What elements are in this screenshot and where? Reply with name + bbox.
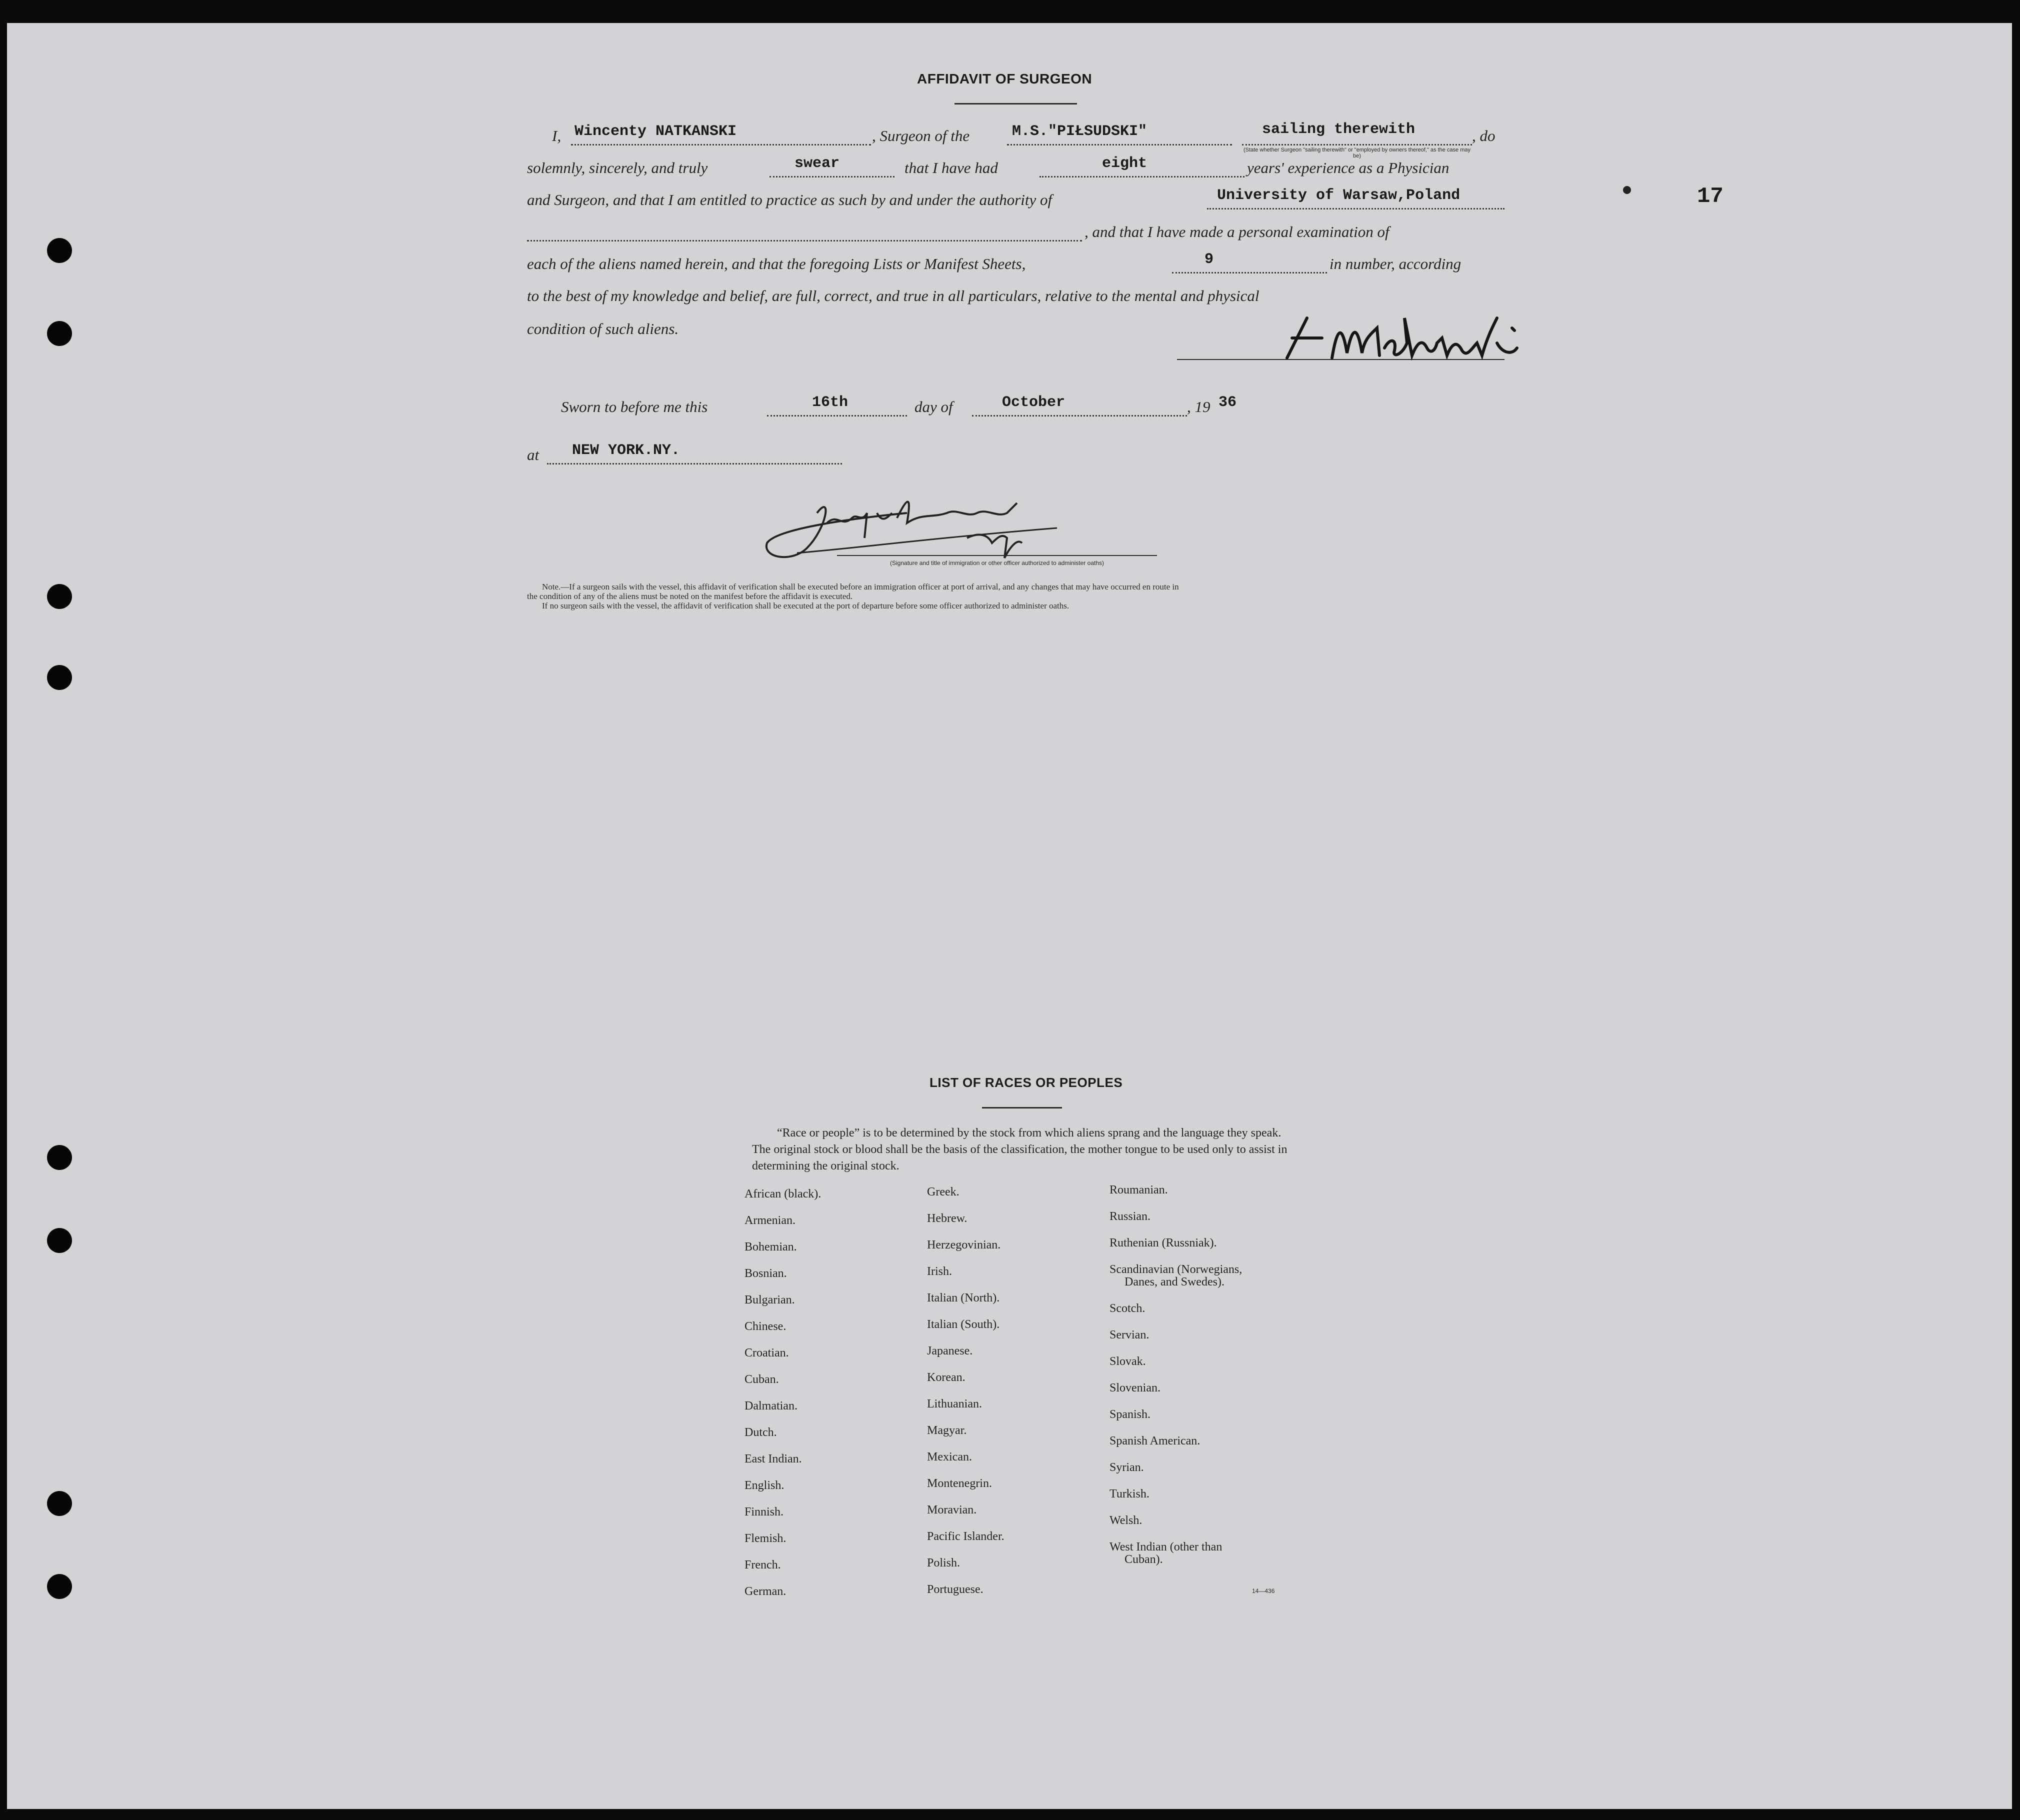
race-item: Finnish. xyxy=(744,1506,784,1518)
sworn-day: 16th xyxy=(812,394,848,411)
races-intro: “Race or people” is to be determined by the stock from which aliens sprang and the language they speak. The original stock or blood shall be the basis of the classification, the mother tongue to be used only to assist in determining the original stock. xyxy=(752,1126,1288,1172)
form-code: 14—436 xyxy=(1252,1588,1275,1594)
race-item: Lithuanian. xyxy=(927,1398,982,1410)
officer-signature-rule xyxy=(837,555,1157,556)
race-item: East Indian. xyxy=(744,1452,802,1466)
text-fragment: , do xyxy=(1472,127,1496,144)
race-item: Ruthenian (Russniak). xyxy=(1110,1236,1217,1250)
race-item: Bohemian. xyxy=(744,1240,797,1254)
race-item: Turkish. xyxy=(1110,1488,1150,1500)
race-item: Croatian. xyxy=(744,1346,789,1360)
race-item: Magyar. xyxy=(927,1424,967,1437)
race-item: Roumanian. xyxy=(1110,1184,1168,1196)
race-item: Hebrew. xyxy=(927,1212,968,1225)
surgeon-name: Wincenty NATKANSKI xyxy=(574,123,737,140)
race-item: Bosnian. xyxy=(744,1267,787,1280)
race-item: Spanish American. xyxy=(1110,1434,1200,1448)
race-item: Scandinavian (Norwegians, xyxy=(1110,1263,1242,1276)
race-item: Cuban. xyxy=(744,1373,779,1386)
race-item: Polish. xyxy=(927,1556,960,1570)
text-fragment: in number, according xyxy=(1330,255,1462,272)
punch-hole xyxy=(47,665,72,690)
affidavit-title: AFFIDAVIT OF SURGEON xyxy=(917,71,1092,86)
race-item: Korean. xyxy=(927,1371,966,1384)
punch-hole xyxy=(47,584,72,609)
practice-authority: University of Warsaw,Poland xyxy=(1217,187,1460,204)
fill-line xyxy=(1242,144,1472,146)
race-item: Cuban). xyxy=(1124,1553,1163,1566)
race-item: Portuguese. xyxy=(927,1583,984,1596)
note-line: Note.—If a surgeon sails with the vessel, this affidavit of verification shall be executed before an immigration officer at port of arrival, and any changes that may have occurred en route in xyxy=(542,582,1179,592)
officer-caption: (Signature and title of immigration or other officer authorized to administer oaths) xyxy=(890,560,1104,566)
race-item: Italian (North). xyxy=(927,1292,1000,1304)
oath-type: swear xyxy=(794,155,840,172)
fill-line xyxy=(1040,176,1244,178)
ink-dot xyxy=(1623,186,1631,194)
race-item: Pacific Islander. xyxy=(927,1530,1004,1543)
text-fragment: years' experience as a Physician xyxy=(1247,159,1450,176)
surgeon-status: sailing therewith xyxy=(1262,121,1416,138)
race-item: Dalmatian. xyxy=(744,1400,798,1412)
race-item: Japanese. xyxy=(927,1344,973,1358)
race-item: West Indian (other than xyxy=(1110,1540,1222,1554)
race-item: Montenegrin. xyxy=(927,1477,992,1490)
race-item: Italian (South). xyxy=(927,1318,1000,1331)
text-fragment: I, xyxy=(552,127,562,144)
text-fragment: , Surgeon of the xyxy=(872,127,970,144)
race-item: Dutch. xyxy=(744,1426,777,1439)
note-line: If no surgeon sails with the vessel, the affidavit of verification shall be executed at the port of departure before some officer authorized to administer oaths. xyxy=(542,601,1070,610)
punch-hole xyxy=(47,321,72,346)
race-item: English. xyxy=(744,1479,784,1492)
race-item: Russian. xyxy=(1110,1210,1151,1223)
race-item: Herzegovinian. xyxy=(927,1238,1001,1252)
race-item: Moravian. xyxy=(927,1504,977,1516)
fill-line xyxy=(571,144,871,146)
race-item: Bulgarian. xyxy=(744,1294,795,1306)
vessel-name: M.S."PIŁSUDSKI" xyxy=(1012,123,1148,140)
officer-signature xyxy=(757,483,1077,583)
race-item: Slovenian. xyxy=(1110,1382,1160,1394)
punch-hole xyxy=(47,1574,72,1599)
race-item: Flemish. xyxy=(744,1532,786,1545)
race-item: Mexican. xyxy=(927,1450,972,1464)
sheet-count: 9 xyxy=(1204,251,1214,268)
race-item: French. xyxy=(744,1558,781,1572)
text-fragment: at xyxy=(527,446,540,464)
race-item: Spanish. xyxy=(1110,1408,1151,1421)
page-number: 17 xyxy=(1697,184,1724,209)
punch-hole xyxy=(47,238,72,263)
race-item: Servian. xyxy=(1110,1328,1150,1342)
text-fragment: , and that I have made a personal examination of xyxy=(1084,223,1390,240)
race-item: Armenian. xyxy=(744,1214,796,1227)
fill-line xyxy=(1207,208,1504,210)
text-fragment: Sworn to before me this xyxy=(561,398,708,416)
text-fragment: solemnly, sincerely, and truly xyxy=(527,159,708,176)
years-experience: eight xyxy=(1102,155,1148,172)
race-item: Greek. xyxy=(927,1186,960,1198)
race-item: Welsh. xyxy=(1110,1514,1142,1527)
document-page xyxy=(7,23,2012,1809)
fill-line xyxy=(547,463,842,464)
fill-line xyxy=(1007,144,1232,146)
race-item: Slovak. xyxy=(1110,1355,1146,1368)
races-rule xyxy=(982,1107,1062,1108)
note-line: the condition of any of the aliens must be noted on the manifest before the affidavit is executed. xyxy=(527,592,853,601)
status-hint: (State whether Surgeon "sailing therewith" or "employed by owners thereof," as the case may be) xyxy=(1243,147,1471,159)
races-title: LIST OF RACES OR PEOPLES xyxy=(930,1075,1123,1090)
text-fragment: and Surgeon, and that I am entitled to practice as such by and under the authority of xyxy=(527,191,1052,208)
fill-line xyxy=(972,415,1187,416)
text-fragment: day of xyxy=(914,398,953,416)
fill-line xyxy=(767,415,907,416)
fill-line xyxy=(770,176,894,178)
punch-hole xyxy=(47,1491,72,1516)
fill-line xyxy=(1172,272,1327,274)
punch-hole xyxy=(47,1145,72,1170)
sworn-year: 36 xyxy=(1218,394,1237,411)
race-item: Danes, and Swedes). xyxy=(1124,1276,1224,1288)
race-item: Syrian. xyxy=(1110,1461,1144,1474)
race-item: Scotch. xyxy=(1110,1302,1146,1315)
text-fragment: condition of such aliens. xyxy=(527,320,679,338)
race-item: German. xyxy=(744,1585,786,1598)
fill-line xyxy=(527,240,1082,242)
sworn-month: October xyxy=(1002,394,1066,411)
race-item: Chinese. xyxy=(744,1320,786,1333)
sworn-place: NEW YORK.NY. xyxy=(572,442,680,459)
text-fragment: that I have had xyxy=(904,159,998,176)
surgeon-signature xyxy=(1277,308,1557,373)
punch-hole xyxy=(47,1228,72,1253)
text-fragment: each of the aliens named herein, and that the foregoing Lists or Manifest Sheets, xyxy=(527,255,1026,272)
race-item: Irish. xyxy=(927,1265,952,1278)
title-rule xyxy=(954,103,1077,104)
text-fragment: , 19 xyxy=(1187,398,1210,416)
text-fragment: to the best of my knowledge and belief, are full, correct, and true in all particulars, relative to the mental and physical xyxy=(527,287,1260,304)
race-item: African (black). xyxy=(744,1188,822,1200)
